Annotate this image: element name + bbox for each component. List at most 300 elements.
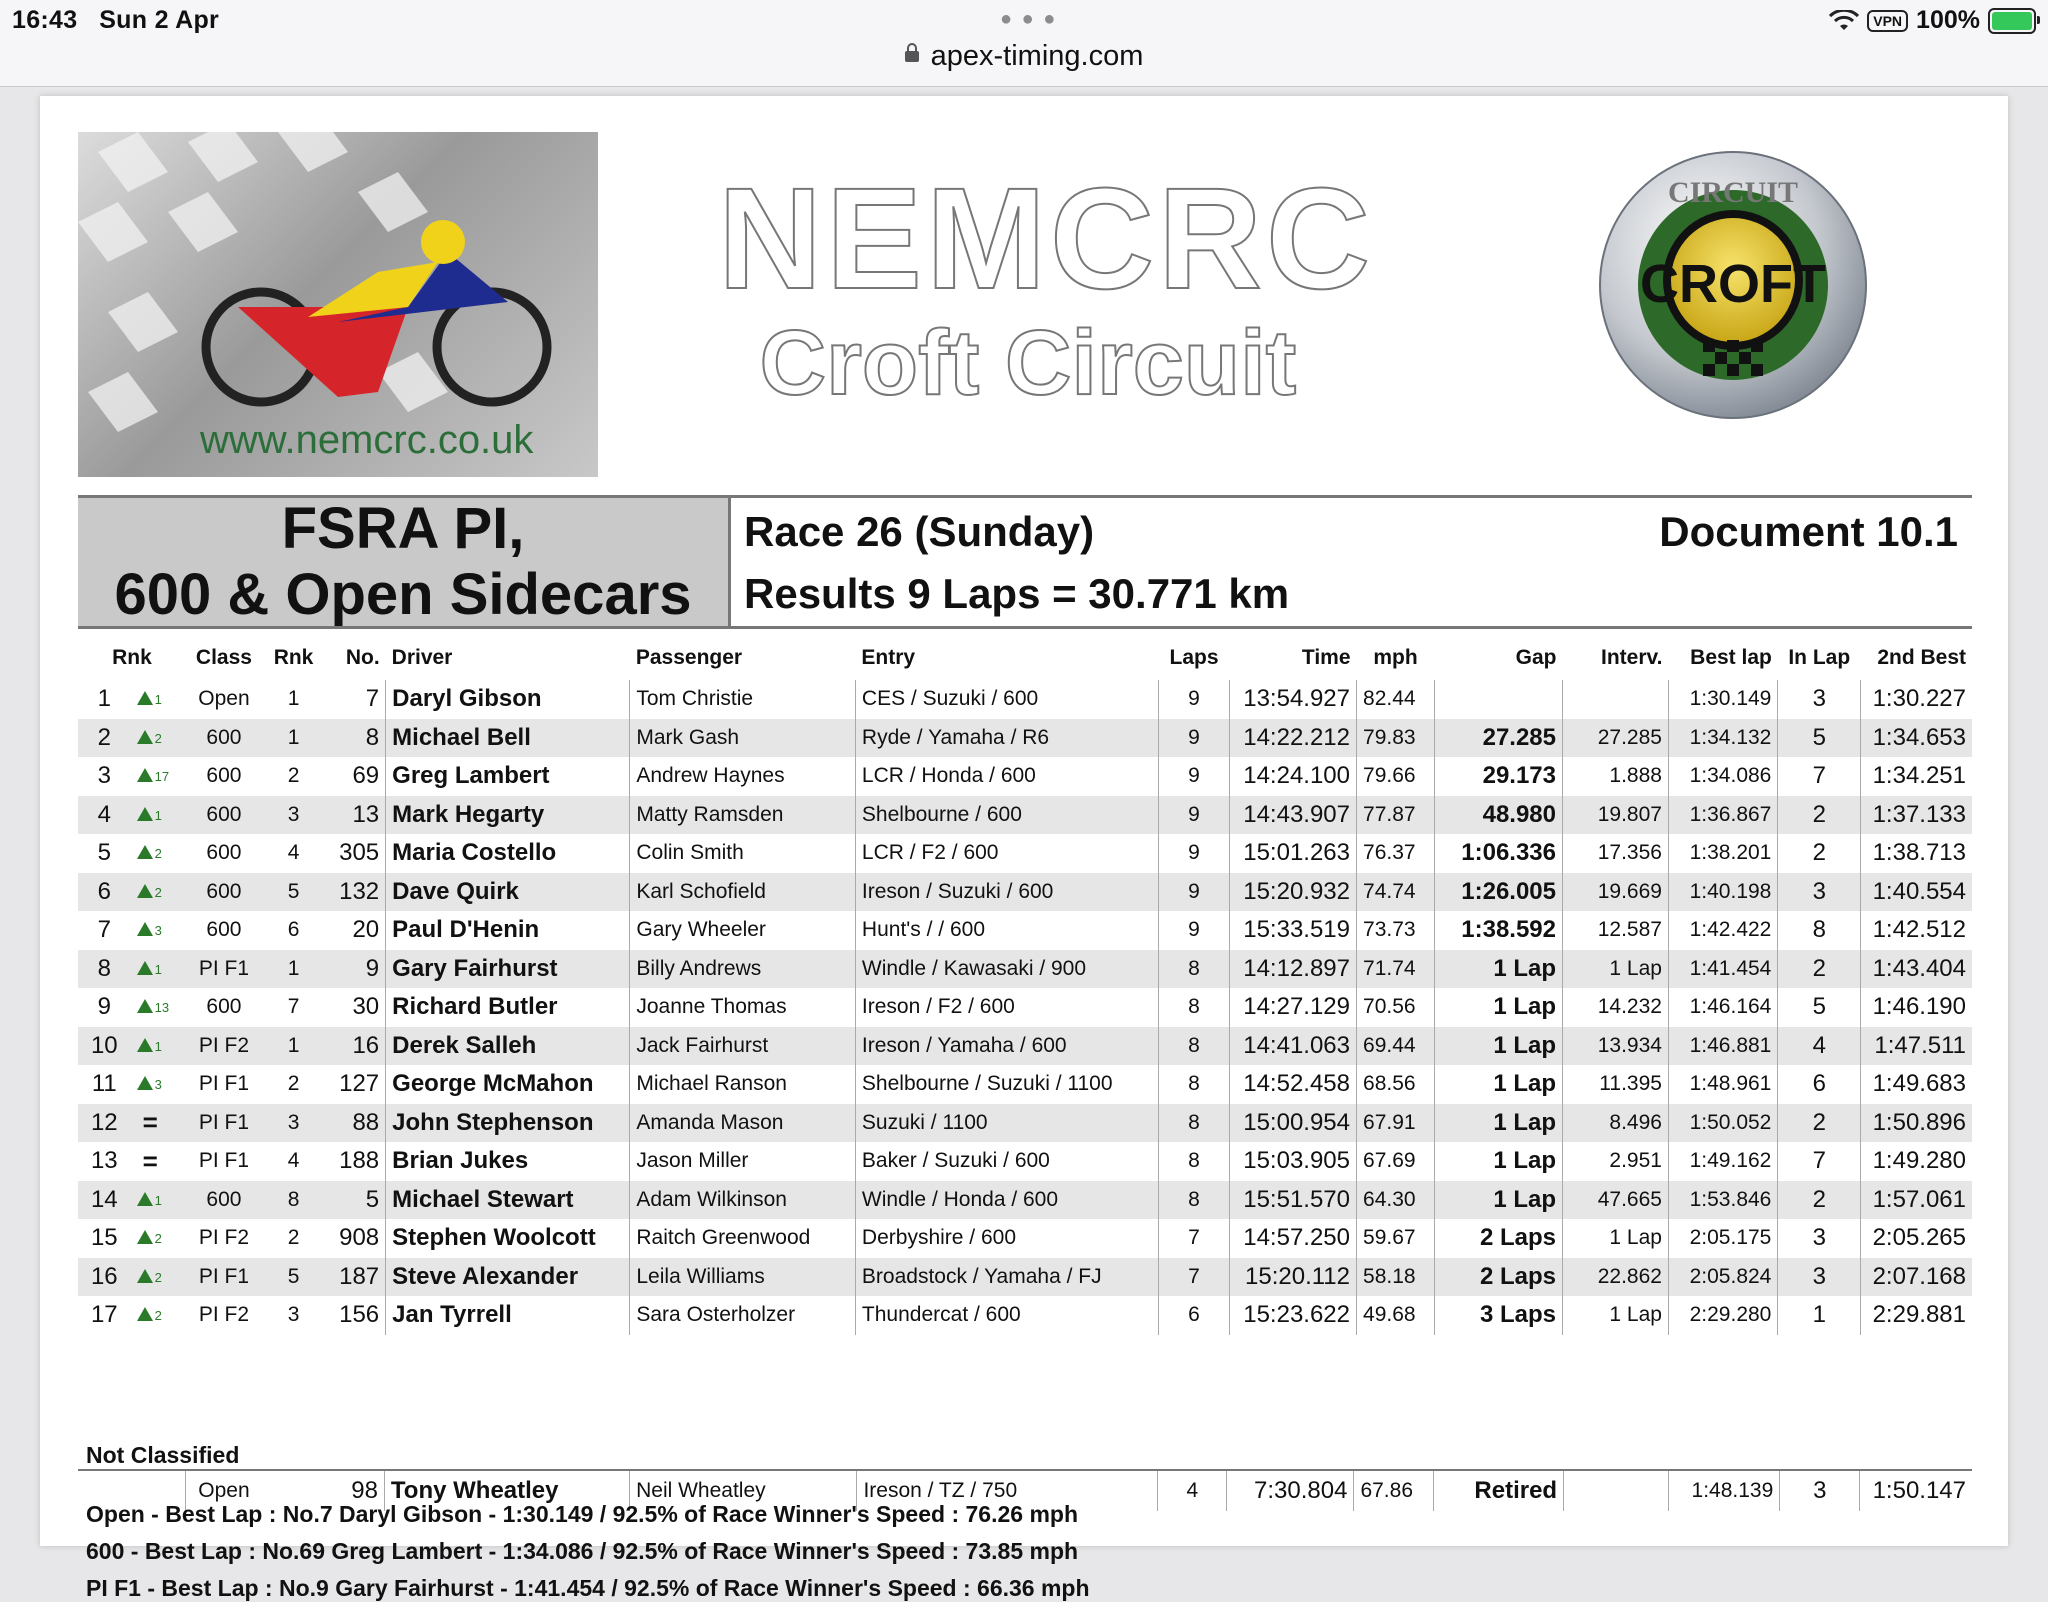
cell-interval: 8.496: [1563, 1104, 1669, 1143]
position-up-icon: [137, 1192, 153, 1206]
table-row[interactable]: [78, 1296, 1972, 1335]
cell-mph: 58.18: [1357, 1258, 1435, 1297]
cell-entry: Shelbourne / 600: [855, 796, 1158, 835]
cell-rank: 5: [97, 839, 111, 867]
col-driver: Driver: [391, 646, 453, 669]
col-second-best: 2nd Best: [1877, 646, 1966, 669]
position-up-icon: [137, 1038, 153, 1052]
cell-gap: 1 Lap: [1434, 1142, 1562, 1181]
cell-class-rank: 5: [262, 873, 325, 912]
cell-second-best: 1:50.896: [1861, 1104, 1972, 1143]
table-row[interactable]: [78, 1181, 1972, 1220]
cell-passenger: Amanda Mason: [630, 1104, 856, 1143]
cell-best-lap: 1:30.149: [1668, 680, 1777, 719]
cell-class: PI F2: [198, 1226, 250, 1250]
cell-class-rank: 4: [287, 841, 300, 865]
cell-entry: Broadstock / Yamaha / FJ: [855, 1258, 1158, 1297]
cell-in-lap: 7: [1778, 757, 1861, 796]
places-gained: 2: [154, 730, 162, 746]
battery-icon: [1988, 8, 2036, 34]
cell-in-lap: 2: [1778, 1181, 1861, 1220]
cell-position-change: [131, 950, 186, 989]
cell-class: 600: [206, 995, 242, 1019]
url-text: apex-timing.com: [930, 40, 1144, 72]
cell-entry: Windle / Kawasaki / 900: [855, 950, 1158, 989]
position-up-icon: [137, 999, 153, 1013]
table-row[interactable]: [78, 757, 1972, 796]
cell-time: 14:57.250: [1229, 1219, 1356, 1258]
cell-gap: 3 Laps: [1434, 1296, 1562, 1335]
cell-class-rank: 1: [287, 687, 300, 711]
cell-driver: John Stephenson: [386, 1104, 630, 1143]
col-mph: mph: [1373, 646, 1418, 669]
cell-time: 15:20.112: [1229, 1258, 1356, 1297]
cell-rank: 4: [78, 796, 131, 835]
cell-gap: 1 Lap: [1434, 1027, 1562, 1066]
cell-second-best: 1:42.512: [1872, 916, 1966, 944]
race-header: [78, 495, 1972, 629]
position-up-icon: [137, 961, 153, 975]
cell-in-lap: 7: [1778, 1142, 1861, 1181]
cell-laps: 9: [1159, 911, 1230, 950]
cell-number: 908: [325, 1219, 386, 1258]
cell-laps: 9: [1159, 757, 1230, 796]
cell-laps: 9: [1159, 834, 1230, 873]
cell-entry: Ireson / TZ / 750: [857, 1470, 1158, 1511]
cell-gap: 1:38.592: [1434, 911, 1562, 950]
cell-position-change: [131, 1142, 186, 1181]
no-change-icon: =: [142, 1145, 158, 1176]
cell-driver: Tony Wheatley: [384, 1470, 629, 1511]
series-line-2: 600 & Open Sidecars: [114, 562, 692, 627]
cell-second-best: 1:47.511: [1861, 1027, 1972, 1066]
cell-best-lap: 1:46.164: [1668, 988, 1777, 1027]
table-row[interactable]: [78, 1142, 1972, 1181]
cell-number: 127: [325, 1065, 386, 1104]
cell-passenger: Mark Gash: [630, 719, 856, 758]
places-gained: 1: [154, 1038, 162, 1054]
table-row[interactable]: [78, 834, 1972, 873]
cell-driver: Jan Tyrrell: [386, 1296, 630, 1335]
cell-laps: 8: [1159, 1142, 1230, 1181]
table-row[interactable]: [78, 680, 1972, 719]
cell-gap: 1:26.005: [1434, 873, 1562, 912]
table-row[interactable]: [78, 873, 1972, 912]
cell-in-lap: 3: [1778, 873, 1861, 912]
position-up-icon: [137, 1230, 153, 1244]
cell-time: 14:12.897: [1229, 950, 1356, 989]
cell-entry: Hunt's / / 600: [855, 911, 1158, 950]
cell-best-lap: 1:38.201: [1668, 834, 1777, 873]
cell-interval: 19.669: [1563, 873, 1669, 912]
cell-driver: Gary Fairhurst: [386, 950, 630, 989]
cell-entry: Thundercat / 600: [855, 1296, 1158, 1335]
cell-entry: Baker / Suzuki / 600: [855, 1142, 1158, 1181]
status-bar: [0, 0, 2048, 87]
cell-passenger: Raitch Greenwood: [630, 1219, 856, 1258]
cell-in-lap: 6: [1778, 1065, 1861, 1104]
cell-passenger: Karl Schofield: [630, 873, 856, 912]
lock-icon: [905, 51, 919, 62]
position-up-icon: [137, 1076, 153, 1090]
cell-passenger: Adam Wilkinson: [630, 1181, 856, 1220]
cell-mph: 68.56: [1357, 1065, 1435, 1104]
cell-passenger: Joanne Thomas: [630, 988, 856, 1027]
cell-time: 14:52.458: [1229, 1065, 1356, 1104]
cell-best-lap: 1:49.162: [1668, 1142, 1777, 1181]
cell-rank: 17: [90, 1301, 118, 1329]
cell-best-lap: 1:48.961: [1668, 1065, 1777, 1104]
places-gained: 2: [154, 884, 162, 900]
position-up-icon: [137, 884, 153, 898]
cell-in-lap: 3: [1780, 1470, 1860, 1511]
cell-driver: Greg Lambert: [386, 757, 630, 796]
cell-position-change: [131, 873, 186, 912]
cell-entry: Ryde / Yamaha / R6: [855, 719, 1158, 758]
cell-interval: 19.807: [1563, 796, 1669, 835]
race-title: Race 26 (Sunday): [744, 508, 1095, 555]
cell-number: 188: [325, 1142, 386, 1181]
cell-entry: Shelbourne / Suzuki / 1100: [855, 1065, 1158, 1104]
cell-class-rank: 1: [262, 719, 325, 758]
cell-laps: 8: [1159, 1104, 1230, 1143]
cell-second-best: 2:05.265: [1872, 1224, 1966, 1252]
cell-entry: CES / Suzuki / 600: [855, 680, 1158, 719]
cell-gap: [1434, 680, 1562, 719]
cell-passenger: Jack Fairhurst: [630, 1027, 856, 1066]
battery-percent: 100%: [1916, 6, 1980, 34]
cell-number: 16: [325, 1027, 386, 1066]
cell-number: 9: [325, 950, 386, 989]
cell-class-rank: 6: [287, 918, 300, 942]
cell-second-best: 1:38.713: [1872, 839, 1966, 867]
cell-class-rank: 2: [287, 1072, 300, 1096]
cell-second-best: 1:50.147: [1872, 1477, 1966, 1504]
cell-number: 156: [325, 1296, 386, 1335]
cell-in-lap: 2: [1778, 950, 1861, 989]
cell-mph: 77.87: [1357, 796, 1435, 835]
cell-rank: 7: [97, 916, 111, 944]
cell-rank: 9: [97, 993, 111, 1021]
cell-driver: Stephen Woolcott: [386, 1219, 630, 1258]
cell-driver: George McMahon: [386, 1065, 630, 1104]
cell-position-change: [131, 1296, 186, 1335]
cell-best-lap: 1:40.198: [1668, 873, 1777, 912]
cell-gap: Retired: [1434, 1470, 1564, 1511]
cell-entry: LCR / Honda / 600: [855, 757, 1158, 796]
cell-class: PI F1: [198, 1149, 250, 1173]
cell-interval: 1 Lap: [1563, 950, 1669, 989]
cell-best-lap: 1:41.454: [1668, 950, 1777, 989]
cell-in-lap: 2: [1778, 796, 1861, 835]
cell-time: 15:51.570: [1229, 1181, 1356, 1220]
cell-class: 600: [186, 873, 262, 912]
cell-class: PI F1: [198, 1072, 250, 1096]
cell-entry: Ireson / F2 / 600: [855, 988, 1158, 1027]
badge-center-text: CROFT: [1640, 254, 1826, 314]
cell-mph: 64.30: [1357, 1181, 1435, 1220]
cell-interval: 27.285: [1563, 719, 1669, 758]
cell-time: 15:23.622: [1229, 1296, 1356, 1335]
club-url[interactable]: www.nemcrc.co.uk: [200, 418, 534, 462]
cell-gap: 1 Lap: [1434, 1181, 1562, 1220]
places-gained: 3: [154, 1077, 162, 1093]
cell-class: 600: [206, 764, 242, 788]
col-in-lap: In Lap: [1788, 646, 1851, 669]
col-rank: Rnk: [112, 646, 152, 669]
wifi-icon: [1829, 10, 1859, 32]
cell-number: 132: [325, 873, 386, 912]
cell-second-best: 1:34.653: [1861, 719, 1972, 758]
cell-class: Open: [185, 1470, 262, 1511]
cell-number: 7: [325, 680, 386, 719]
cell-second-best: 1:40.554: [1861, 873, 1972, 912]
position-up-icon: [137, 807, 153, 821]
cell-class-rank: 3: [262, 1104, 325, 1143]
cell-number: 305: [325, 834, 386, 873]
cell-class: PI F1: [186, 1104, 262, 1143]
table-row[interactable]: [78, 719, 1972, 758]
cell-laps: 8: [1159, 1181, 1230, 1220]
no-change-icon: =: [142, 1107, 158, 1138]
cell-gap: 48.980: [1434, 796, 1562, 835]
cell-best-lap: 1:34.132: [1668, 719, 1777, 758]
cell-second-best: 2:29.881: [1872, 1301, 1966, 1329]
places-gained: 1: [154, 807, 162, 823]
places-gained: 1: [154, 692, 162, 708]
cell-time: 15:03.905: [1229, 1142, 1356, 1181]
table-row[interactable]: [78, 1219, 1972, 1258]
cell-laps: 9: [1159, 680, 1230, 719]
nemcrc-logo: [78, 132, 598, 477]
table-row[interactable]: [78, 1258, 1972, 1297]
cell-best-lap: 1:50.052: [1668, 1104, 1777, 1143]
col-entry: Entry: [861, 646, 916, 669]
cell-passenger: Sara Osterholzer: [630, 1296, 856, 1335]
cell-in-lap: 3: [1778, 680, 1861, 719]
places-gained: 13: [154, 1000, 170, 1016]
table-row[interactable]: [78, 950, 1972, 989]
cell-rank: 6: [78, 873, 131, 912]
cell-second-best: 1:30.227: [1872, 685, 1966, 713]
cell-time: 7:30.804: [1227, 1470, 1354, 1511]
cell-number: 30: [325, 988, 386, 1027]
cell-in-lap: 2: [1778, 1104, 1861, 1143]
cell-position-change: [131, 911, 186, 950]
cell-mph: 70.56: [1357, 988, 1435, 1027]
status-time: 16:43: [12, 6, 78, 34]
cell-best-lap: 1:42.422: [1668, 911, 1777, 950]
series-line-1: FSRA PI,: [281, 496, 525, 561]
table-row[interactable]: [78, 1065, 1972, 1104]
cell-entry: Ireson / Yamaha / 600: [855, 1027, 1158, 1066]
cell-best-lap: 1:53.846: [1668, 1181, 1777, 1220]
cell-laps: 4: [1158, 1470, 1227, 1511]
results-table: [78, 636, 1972, 1335]
cell-class-rank: 2: [287, 1226, 300, 1250]
cell-position-change: [131, 1258, 186, 1297]
cell-time: 14:41.063: [1229, 1027, 1356, 1066]
cell-position-change: [131, 988, 186, 1027]
cell-time: 15:33.519: [1229, 911, 1356, 950]
cell-number: 69: [325, 757, 386, 796]
cell-laps: 7: [1159, 1219, 1230, 1258]
cell-driver: Daryl Gibson: [386, 680, 630, 719]
cell-passenger: Andrew Haynes: [630, 757, 856, 796]
cell-second-best: 1:49.280: [1872, 1147, 1966, 1175]
cell-position-change: [131, 834, 186, 873]
cell-laps: 8: [1159, 988, 1230, 1027]
results-document: [40, 96, 2008, 1601]
cell-class: 600: [206, 918, 242, 942]
cell-class: PI F1: [186, 1258, 262, 1297]
places-gained: 1: [154, 1192, 162, 1208]
status-date: Sun 2 Apr: [99, 6, 220, 34]
table-row[interactable]: [78, 911, 1972, 950]
cell-driver: Mark Hegarty: [386, 796, 630, 835]
cell-in-lap: 5: [1778, 988, 1861, 1027]
cell-rank: 1: [97, 685, 111, 713]
cell-entry: Ireson / Suzuki / 600: [855, 873, 1158, 912]
cell-laps: 9: [1159, 796, 1230, 835]
table-row[interactable]: [78, 1104, 1972, 1143]
cell-class-rank: 1: [262, 950, 325, 989]
cell-passenger: Matty Ramsden: [630, 796, 856, 835]
cell-position-change: [131, 680, 186, 719]
cell-class: PI F1: [186, 950, 262, 989]
cell-mph: 76.37: [1357, 834, 1435, 873]
cell-in-lap: 3: [1778, 1258, 1861, 1297]
cell-mph: 79.83: [1357, 719, 1435, 758]
croft-circuit-badge-icon: [1598, 150, 1868, 420]
cell-passenger: Gary Wheeler: [630, 911, 856, 950]
cell-mph: 69.44: [1357, 1027, 1435, 1066]
status-time-date: [12, 6, 219, 35]
cell-rank: 14: [78, 1181, 131, 1220]
cell-gap: 1 Lap: [1434, 1065, 1562, 1104]
cell-time: 15:00.954: [1229, 1104, 1356, 1143]
position-up-icon: [137, 922, 153, 936]
position-up-icon: [137, 768, 153, 782]
cell-best-lap: 1:48.139: [1668, 1470, 1779, 1511]
vpn-badge: VPN: [1867, 10, 1908, 32]
cell-gap: 1 Lap: [1434, 988, 1562, 1027]
cell-rank: 12: [78, 1104, 131, 1143]
cell-passenger: Tom Christie: [630, 680, 856, 719]
cell-time: 15:20.932: [1229, 873, 1356, 912]
position-up-icon: [137, 691, 153, 705]
badge-top-text: CIRCUIT: [1667, 176, 1799, 209]
cell-position-change: [131, 757, 186, 796]
cell-gap: 27.285: [1434, 719, 1562, 758]
cell-in-lap: 4: [1778, 1027, 1861, 1066]
summary-open: Open - Best Lap : No.7 Daryl Gibson - 1:30.149 / 92.5% of Race Winner's Speed : 76.26 mph: [86, 1501, 1078, 1527]
cell-mph: 79.66: [1357, 757, 1435, 796]
cell-second-best: 1:34.251: [1872, 762, 1966, 790]
col-laps: Laps: [1169, 646, 1219, 669]
position-up-icon: [137, 1269, 153, 1283]
cell-gap: 2 Laps: [1434, 1219, 1562, 1258]
cell-class: 600: [186, 796, 262, 835]
table-row[interactable]: [78, 988, 1972, 1027]
banner: [78, 132, 1972, 477]
cell-laps: 8: [1159, 950, 1230, 989]
cell-time: 15:01.263: [1229, 834, 1356, 873]
cell-second-best: 1:49.683: [1872, 1070, 1966, 1098]
cell-position-change: [131, 1181, 186, 1220]
cell-class-rank: 3: [287, 1303, 300, 1327]
address-bar[interactable]: [0, 40, 2048, 73]
cell-gap: 1 Lap: [1434, 950, 1562, 989]
cell-interval: 17.356: [1563, 834, 1669, 873]
cell-position-change: [131, 1065, 186, 1104]
cell-driver: Richard Butler: [386, 988, 630, 1027]
position-up-icon: [137, 730, 153, 744]
cell-best-lap: 1:34.086: [1668, 757, 1777, 796]
cell-mph: 67.86: [1354, 1470, 1434, 1511]
cell-position-change: [131, 1027, 186, 1066]
race-distance: Results 9 Laps = 30.771 km: [744, 570, 1290, 617]
cell-driver: Brian Jukes: [386, 1142, 630, 1181]
multitasking-dots-icon[interactable]: ● ● ●: [1000, 8, 1058, 30]
cell-entry: Derbyshire / 600: [855, 1219, 1158, 1258]
cell-best-lap: 2:05.824: [1668, 1258, 1777, 1297]
col-interval: Interv.: [1600, 646, 1663, 669]
cell-class-rank: 7: [287, 995, 300, 1019]
table-row[interactable]: [78, 796, 1972, 835]
cell-class-rank: 5: [262, 1258, 325, 1297]
banner-subtitle: Croft Circuit: [759, 312, 1297, 414]
places-gained: 3: [154, 923, 162, 939]
cell-laps: 9: [1159, 719, 1230, 758]
banner-title: NEMCRC: [718, 158, 1374, 319]
cell-time: 14:22.212: [1229, 719, 1356, 758]
cell-class: Open: [198, 687, 250, 711]
cell-position-change: [131, 719, 186, 758]
series-title: [78, 498, 731, 626]
cell-rank: 16: [78, 1258, 131, 1297]
table-row[interactable]: [78, 1027, 1972, 1066]
cell-interval: 1.888: [1563, 757, 1669, 796]
cell-passenger: Leila Williams: [630, 1258, 856, 1297]
cell-class-rank: 3: [262, 796, 325, 835]
cell-gap: 2 Laps: [1434, 1258, 1562, 1297]
cell-best-lap: 2:05.175: [1668, 1219, 1777, 1258]
cell-class: 600: [186, 1181, 262, 1220]
cell-in-lap: 3: [1778, 1219, 1861, 1258]
places-gained: 2: [154, 846, 162, 862]
col-class: Class: [195, 646, 252, 669]
cell-driver: Derek Salleh: [386, 1027, 630, 1066]
status-indicators: [1829, 6, 2036, 35]
summary-600: 600 - Best Lap : No.69 Greg Lambert - 1:34.086 / 92.5% of Race Winner's Speed : 73.85 mph: [86, 1538, 1079, 1564]
cell-passenger: Billy Andrews: [630, 950, 856, 989]
cell-driver: Maria Costello: [386, 834, 630, 873]
position-up-icon: [137, 1307, 153, 1321]
cell-rank: 3: [97, 762, 111, 790]
cell-interval: 14.232: [1563, 988, 1669, 1027]
cell-rank: 11: [91, 1070, 117, 1098]
cell-mph: 67.91: [1357, 1104, 1435, 1143]
cell-number: 5: [325, 1181, 386, 1220]
cell-position-change: [131, 796, 186, 835]
col-gap: Gap: [1515, 646, 1557, 669]
cell-mph: 49.68: [1357, 1296, 1435, 1335]
cell-class-rank: 1: [262, 1027, 325, 1066]
col-number: No.: [345, 646, 380, 669]
results-body: [78, 680, 1972, 1335]
cell-best-lap: 1:46.881: [1668, 1027, 1777, 1066]
